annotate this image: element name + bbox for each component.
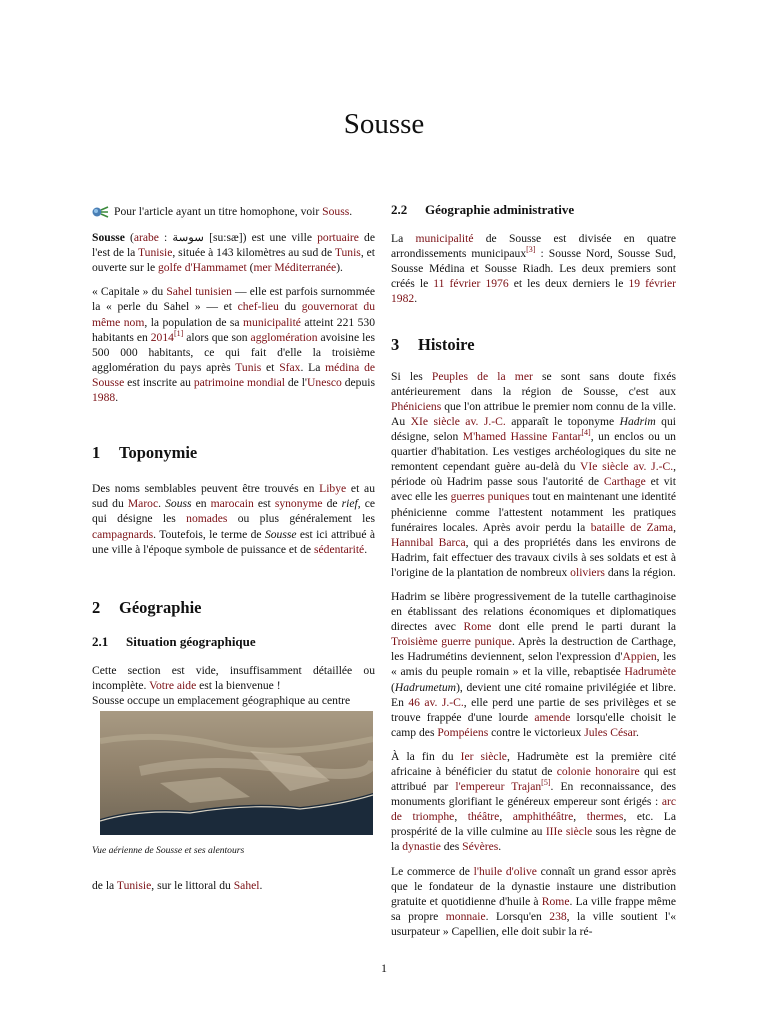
text: : [158,231,173,245]
text: , la ville soutient l'« usurpateur » Capellien, elle doit subir la ré- [391,909,677,938]
link-arc-triomphe[interactable]: arc de triomphe [391,795,676,824]
text: est inscrite au [124,375,194,389]
link-tunis[interactable]: Tunis [334,246,361,260]
text: , période où Hadrim passe sous l'autorité de [391,460,676,489]
text: sous les règne de la [391,825,676,854]
disambiguation-icon [92,205,109,218]
section-heading-toponymie [92,443,375,463]
subsection-title: Situation géographique [126,633,256,649]
section-title: Toponymie [119,443,198,463]
text: que l'on attribue le premier nom connu de la ville. Au [391,399,676,428]
text: , les « amis du peuple romain » et la ville, rebaptisée [391,650,676,679]
histoire-paragraph-3 [391,749,676,855]
link-unesco[interactable]: Unesco [307,375,342,389]
link-medina[interactable]: médina de Sousse [92,360,376,389]
section-title: Histoire [418,334,475,354]
text: , [573,810,587,824]
text: . [498,840,502,854]
link-mer-mediterranee[interactable]: mer Méditerranée [253,261,337,275]
text: , qui a des propriétés dans les environs de Hadrim, fait effectuer des travaux civils à ses soldats et est à l'origine de la plantation de nombreux [391,535,676,579]
link-theatre[interactable]: théâtre [467,810,500,824]
text: en [191,497,211,511]
link-dynastie[interactable]: dynastie [402,840,441,854]
text: . [636,725,639,739]
subsection-heading-administrative [391,202,676,217]
section-number: 1 [92,443,101,463]
text: alors que son [183,330,251,344]
link-1988[interactable]: 1988 [92,391,116,405]
link-votre-aide[interactable]: Votre aide [149,678,197,692]
text: qui est attribué par [391,765,676,794]
link-appien[interactable]: Appien [622,650,657,664]
text: , Hadrumète est la première cité africaine à bénéficier du statut de [391,749,676,778]
link-rome-2[interactable]: Rome [541,894,570,908]
stub-notice [92,663,375,693]
arabic-name: سوسة [172,231,205,245]
italic-term: Hadrumetum [394,680,457,694]
link-marocain[interactable]: marocain [210,497,254,511]
situation-paragraph-start: Sousse occupe un emplacement géographique au centre [92,694,351,708]
link-amende[interactable]: amende [534,710,571,724]
link-peuples-mer[interactable]: Peuples de la mer [431,369,533,383]
section-number: 3 [391,334,400,354]
text: contre le victorieux [488,725,585,739]
text: . [115,391,119,405]
subsection-title: Géographie administrative [425,202,575,217]
histoire-paragraph-1 [391,369,676,580]
link-agglomeration[interactable]: agglomération [250,330,318,344]
text: tout en maintenant une identité phénicienne comme l'attestent notamment les pratiques funéraires locales. Après avoir perdu la [391,490,676,534]
link-2014[interactable]: 2014 [150,330,174,344]
page-number: 1 [381,961,387,975]
text: ( [124,231,134,245]
link-tunis-2[interactable]: Tunis [235,360,262,374]
link-vie-siecle[interactable]: VIe siècle av. J.-C. [580,460,674,474]
text: [su:sæ]) est une ville [204,231,318,245]
text: Cette section est vide, insuffisamment détaillée ou incomplète. [92,663,375,692]
text: et les deux derniers le [508,277,629,291]
link-nomades[interactable]: nomades [186,512,228,526]
link-portuaire[interactable]: portuaire [317,231,359,245]
link-gouvernorat[interactable]: gouvernorat du même nom [92,300,375,329]
text: Le commerce de [391,864,474,878]
text: , [673,520,676,534]
toponymie-paragraph [92,481,375,556]
text: , la population de sa [144,315,243,329]
link-severes[interactable]: Sévères [462,840,499,854]
text: est la bienvenue ! [196,678,281,692]
text: et vit avec elle les [391,475,676,504]
section-heading-geographie [92,597,375,617]
text: , sur le littoral du [151,879,234,893]
text: , [499,810,513,824]
link-chef-lieu[interactable]: chef-lieu [237,300,279,314]
text: de [322,497,342,511]
link-huile-olive[interactable]: l'huile d'olive [473,864,537,878]
link-trajan[interactable]: l'empereur Trajan [455,780,542,794]
link-sedentarite[interactable]: sédentarité [313,542,365,556]
situation-paragraph-end [92,878,375,893]
link-iiie-siecle[interactable]: IIIe siècle [545,825,593,839]
link-fantar[interactable]: M'hamed Hassine Fantar [462,430,582,444]
text: atteint 221 530 habitants en [92,315,376,344]
text: . [364,542,368,556]
text: , ce qui désigne les [92,497,375,526]
link-colonie-honoraire[interactable]: colonie honoraire [556,765,640,778]
ref-5[interactable]: [5] [541,778,551,788]
intro-paragraph-2 [92,284,375,405]
ref-1[interactable]: [1] [173,328,184,338]
link-sfax[interactable]: Sfax [279,360,301,374]
link-hadrumete[interactable]: Hadrumète [624,665,676,679]
text: est ici attribué à une ville à l'époque symbole de puissance et de [92,527,375,556]
text: « Capitale » du [92,285,167,299]
link-municipalite-2[interactable]: municipalité [415,232,474,246]
text: ou plus généralement les [227,512,375,526]
intro-paragraph-1 [92,230,375,275]
section-heading-histoire [391,334,676,354]
link-sahel-tunisien[interactable]: Sahel tunisien [166,285,232,299]
text: Des noms semblables peuvent être trouvés en [92,482,320,496]
text: ( [391,680,395,694]
text: de Sousse est divisée en quatre arrondissements municipaux [391,232,676,261]
link-jules-cesar[interactable]: Jules César [584,725,637,739]
link-amphitheatre[interactable]: amphithéâtre [512,810,574,824]
link-arabe[interactable]: arabe [133,231,159,245]
text: , un enclos ou un quartier d'habitation. Les vestiges archéologiques du site ne remontent cependant guère au-delà du [391,430,676,474]
text: qui désigne, selon [391,414,676,444]
text: et [261,360,280,374]
text: , etc. La prospérité de la ville culmine au [391,810,677,839]
text: de la [92,879,117,893]
text: . Toutefois, le terme de [153,527,265,541]
text: des [440,840,463,854]
link-hannibal[interactable]: Hannibal Barca [391,535,466,549]
italic-term: Hadrim [619,414,656,428]
link-monnaie[interactable]: monnaie [445,909,486,923]
text: . [414,292,418,306]
text: . La ville frappe même sa propre [391,894,676,923]
text: La [391,232,416,246]
link-date-1976[interactable]: 11 février 1976 [433,277,509,291]
text: depuis [341,375,375,389]
text: Hadrim se libère progressivement de la tutelle carthaginoise en établissant des relations économiques et diplomatiques directes avec [391,589,676,634]
link-ier-siecle[interactable]: Ier siècle [460,749,507,763]
text: , située à 143 kilomètres au sud de [172,246,335,260]
text: dans la région. [604,565,676,579]
text: , et ouverte sur le [92,246,375,275]
link-rome[interactable]: Rome [463,620,492,634]
link-golfe-hammamet[interactable]: golfe d'Hammamet [158,261,247,275]
text: et au sud du [92,482,375,511]
text: : Sousse Nord, Sousse Sud, Sousse Médina et Sousse Riadh. Les deux premiers sont créés le [391,247,676,291]
link-sahel[interactable]: Sahel [233,879,260,893]
right-column [391,200,676,948]
subsection-number: 2.2 [391,202,408,217]
link-souss[interactable]: Souss [322,205,350,218]
section-title: Géographie [119,597,202,617]
text: . Lorsqu'en [485,909,550,923]
link-tunisie[interactable]: Tunisie [138,246,173,260]
link-municipalite[interactable]: municipalité [243,315,301,329]
article-subject: Sousse [92,231,125,245]
page-title: Sousse [343,108,425,140]
text: À la fin du [391,749,461,763]
text: de l' [284,375,308,389]
text: lorsqu'elle choisit le camp des [391,710,676,739]
italic-term: Souss [165,497,192,511]
text: apparaît le toponyme [505,414,620,428]
text: avoisine les 500 000 habitants, ce qui fait d'elle la troisième agglomération du pays après [92,330,375,374]
italic-term: Sousse [264,527,297,541]
aerial-photo [100,711,373,835]
link-campagnards[interactable]: campagnards [92,527,154,541]
hatnote-text: Pour l'article ayant un titre homophone, voir [114,205,320,218]
section-number: 2 [92,597,101,617]
left-column [92,200,375,902]
ref-4[interactable]: [4] [581,428,591,438]
link-pheniciens[interactable]: Phéniciens [391,399,442,413]
link-synonyme[interactable]: synonyme [274,497,323,511]
text: . Après la destruction de Carthage, les Hadrumétins deviennent, selon l'expression d' [391,635,676,664]
histoire-paragraph-2 [391,589,676,740]
text: ( [246,261,254,275]
administrative-paragraph [391,231,676,306]
text: ). [336,261,343,275]
histoire-paragraph-4 [391,864,676,939]
link-pompeiens[interactable]: Pompéiens [437,725,489,739]
text: de l'est de la [92,231,375,260]
text: — elle est parfois surnommée la « perle du Sahel » — et [92,285,375,314]
link-xie-siecle[interactable]: XIe siècle av. J.-C. [410,414,506,428]
link-date-1982[interactable]: 19 février 1982 [391,277,676,306]
subsection-heading-situation [92,634,375,649]
text: est [253,497,275,511]
ref-3[interactable]: [3] [526,245,536,255]
text: ), devient une cité romaine privilégiée et libre. En [391,680,676,709]
link-46-av-jc[interactable]: 46 av. J.-C. [408,695,464,709]
image-caption: Vue aérienne de Sousse et ses alentours [92,845,245,857]
italic-term: rief [341,497,358,511]
text: , elle perd une partie de ses privilèges et se trouve frappée d'une lourde [391,695,676,724]
link-238[interactable]: 238 [549,909,567,923]
text: se sont sans doute fixés antérieurement dans la région de Sousse, c'est aux [391,369,676,398]
text: . La [300,360,326,374]
link-troisieme-guerre[interactable]: Troisième guerre punique [391,635,512,649]
text: connaît un grand essor après que le fondateur de la dynastie instaure une distribution gratuite et quotidienne d'huile à [391,864,676,908]
subsection-number: 2.1 [92,633,109,649]
hatnote [92,204,375,219]
link-thermes[interactable]: thermes [586,810,624,824]
text: . En reconnaissance, des monuments glorifiant le généreux empereur sont érigés : [391,780,676,809]
hatnote-suffix: . [349,205,353,218]
link-bataille-zama[interactable]: bataille de Zama [590,520,674,534]
text: . [259,879,263,893]
link-maroc[interactable]: Maroc [127,497,159,511]
text: , [454,810,468,824]
text: Si les [391,369,432,383]
link-guerres-puniques[interactable]: guerres puniques [450,490,530,504]
link-oliviers[interactable]: oliviers [570,565,605,579]
link-libye[interactable]: Libye [319,482,347,496]
link-carthage[interactable]: Carthage [603,475,646,489]
text: du [278,300,302,314]
link-patrimoine-mondial[interactable]: patrimoine mondial [193,375,285,389]
text: . [158,497,166,511]
link-tunisie-2[interactable]: Tunisie [116,879,152,893]
text: dont elle prend le parti durant la [491,620,676,634]
